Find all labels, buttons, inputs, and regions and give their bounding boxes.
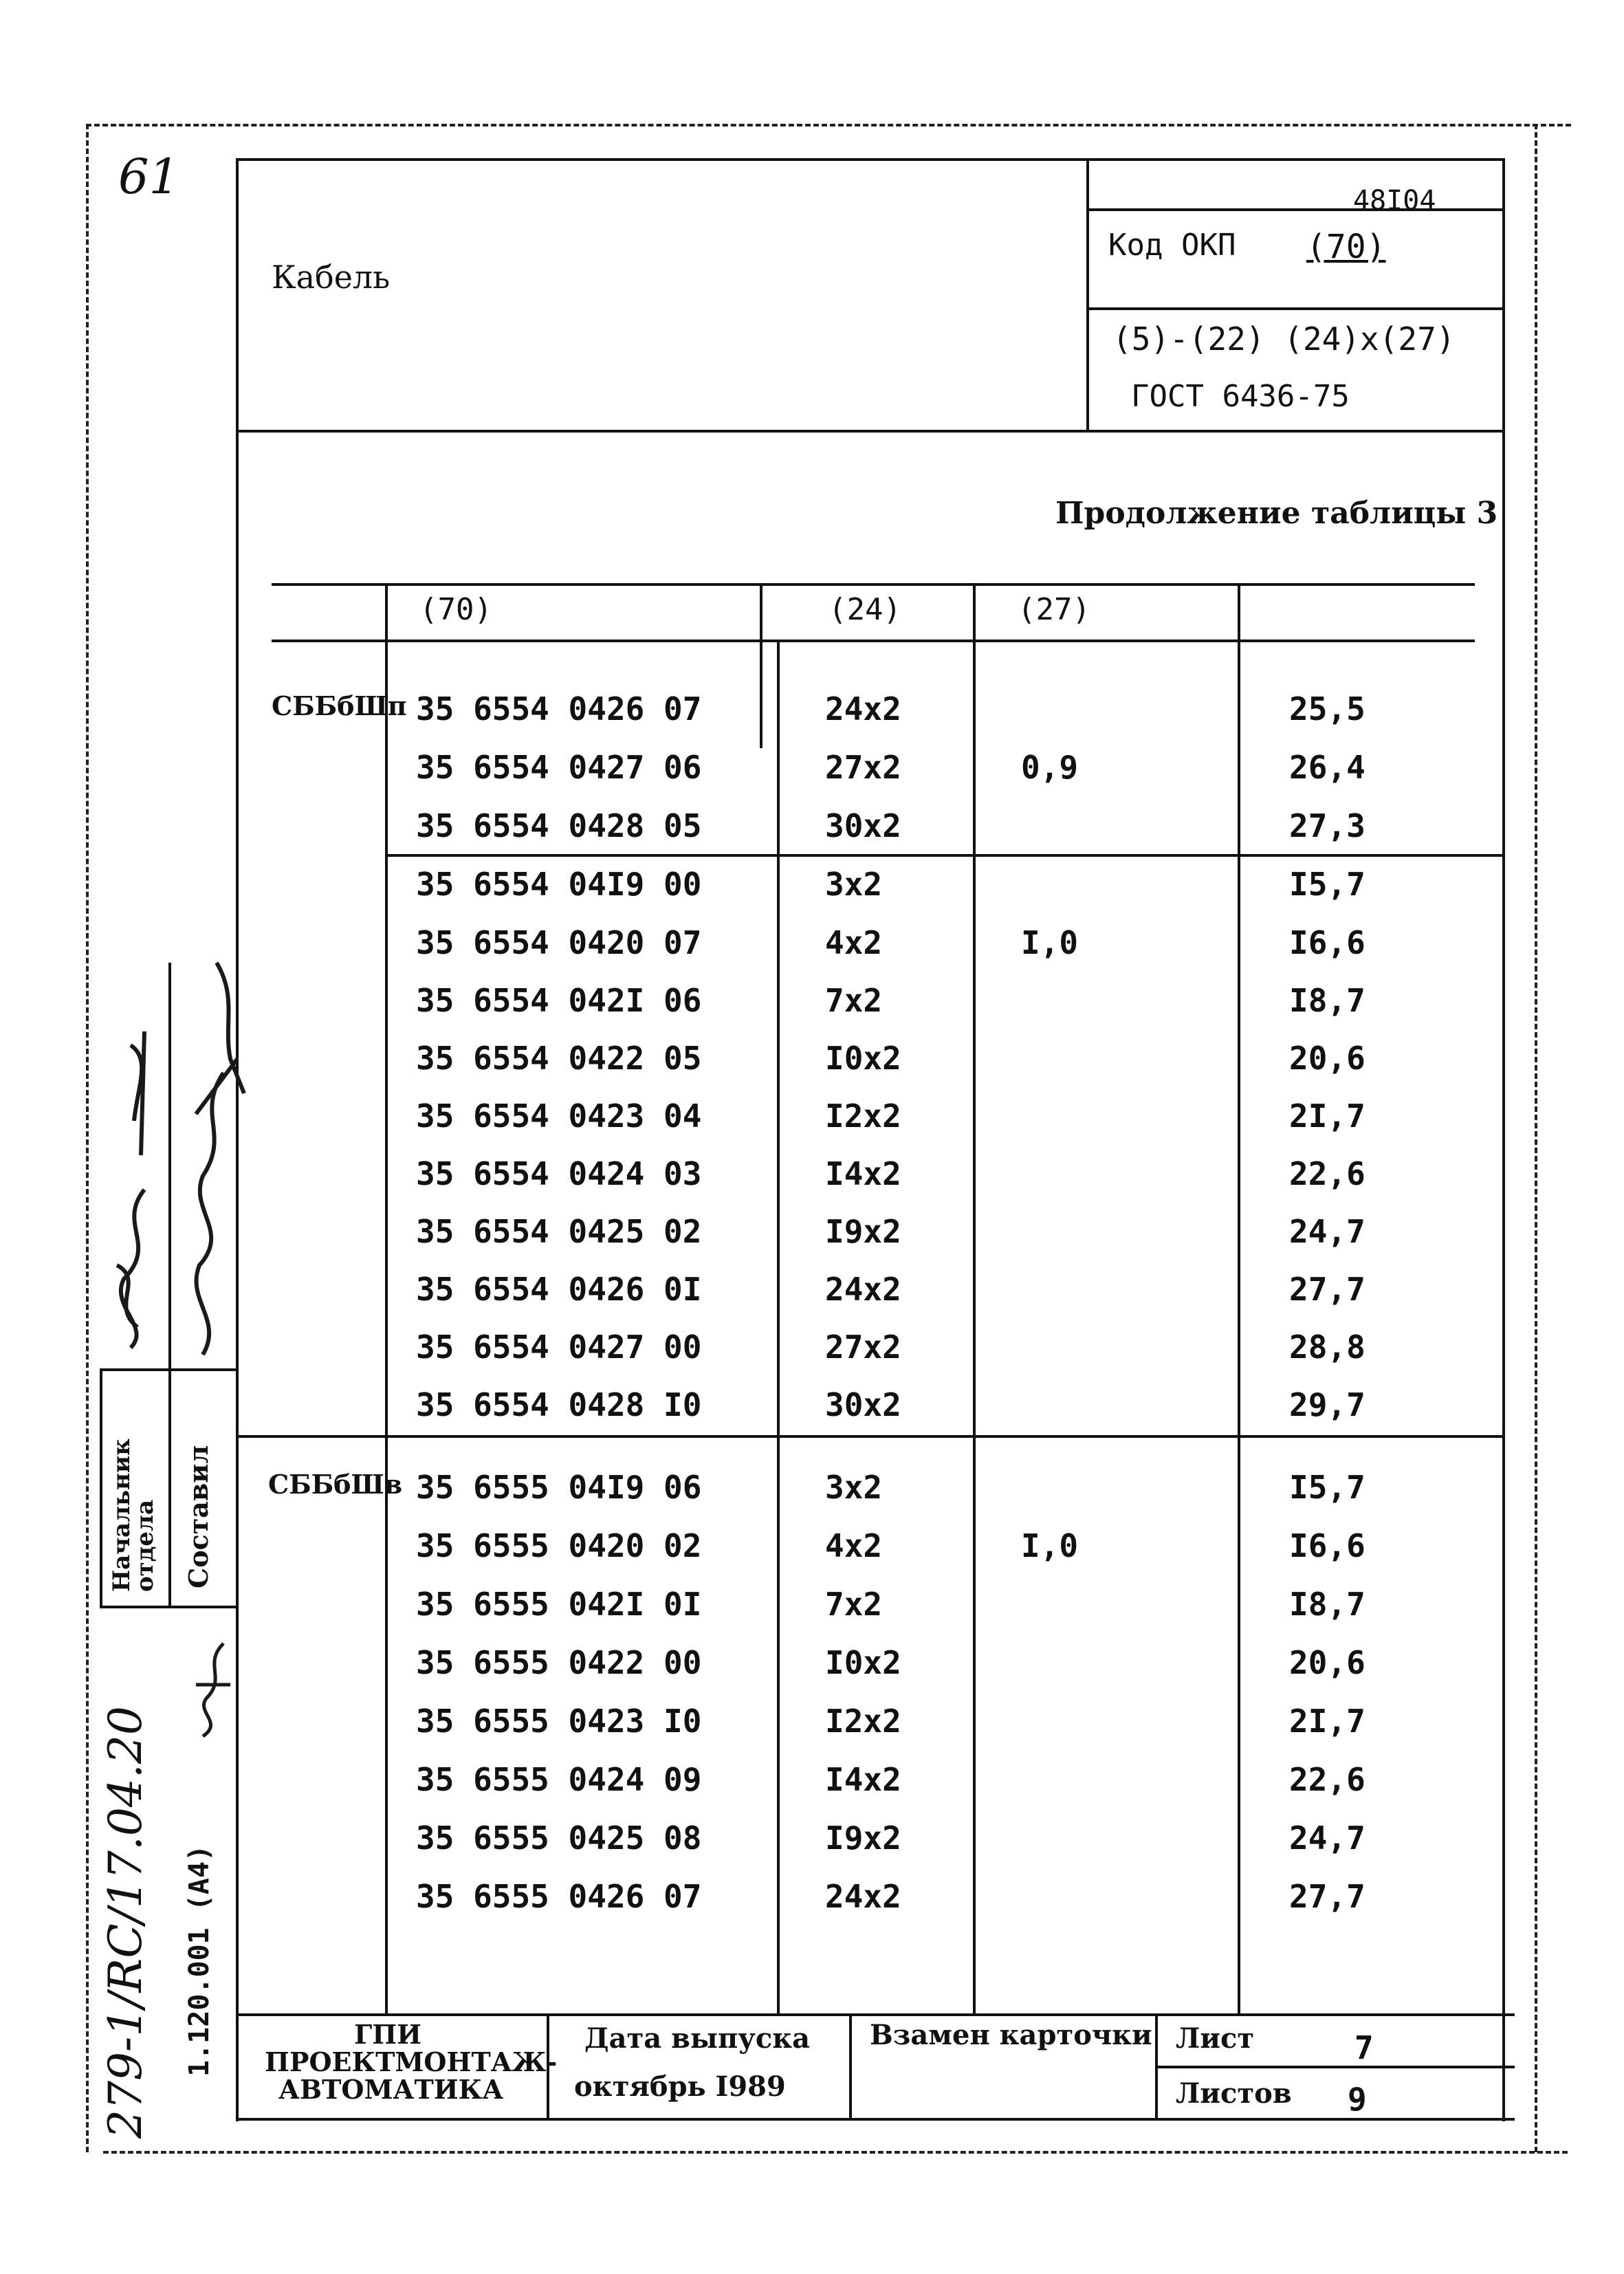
table-row <box>0 868 1624 910</box>
weight-cell: 2I,7 <box>1289 1703 1365 1740</box>
code-cell: 35 6554 0427 00 <box>416 1329 702 1366</box>
weight-cell: 27,7 <box>1289 1878 1365 1915</box>
code-cell: 35 6554 0426 07 <box>416 690 702 728</box>
weight-cell: 24,7 <box>1289 1213 1365 1250</box>
weight-cell: I6,6 <box>1289 924 1365 961</box>
weight-cell: 27,7 <box>1289 1271 1365 1308</box>
weight-cell: I6,6 <box>1289 1527 1365 1564</box>
cores-cell: 24x2 <box>825 1878 901 1915</box>
cores-cell: I4x2 <box>825 1761 901 1798</box>
code-cell: 35 6555 0423 I0 <box>416 1703 702 1740</box>
param27-group-2: I,0 <box>1021 924 1079 961</box>
dept-head-label: Начальник отдела <box>108 1439 159 1592</box>
org-line-2: ПРОЕКТМОНТАЖ- <box>265 2046 558 2077</box>
table-header-line <box>272 639 1475 642</box>
weight-cell: I8,7 <box>1289 1586 1365 1623</box>
table-caption: Продолжение таблицы 3 <box>1055 496 1498 531</box>
cores-cell: 24x2 <box>825 690 901 728</box>
sheets-value: 9 <box>1348 2081 1367 2118</box>
side-strip-bottom <box>100 1606 237 1608</box>
code-cell: 35 6555 042I 0I <box>416 1586 702 1623</box>
cores-cell: 7x2 <box>825 1586 883 1623</box>
code-cell: 35 6554 0428 05 <box>416 807 702 844</box>
code-cell: 35 6554 0428 I0 <box>416 1386 702 1423</box>
okp-label: Код ОКП <box>1108 228 1236 263</box>
param27-group-3: I,0 <box>1021 1527 1079 1564</box>
header-mid-line <box>1086 307 1502 310</box>
footer-bottom-line <box>236 2118 1515 2121</box>
cores-cell: 30x2 <box>825 807 901 844</box>
brand-label-1: СББбШп <box>272 690 407 721</box>
page-number: 61 <box>118 149 180 205</box>
sheet-value: 7 <box>1354 2029 1374 2066</box>
table-row <box>0 1527 1624 1571</box>
table-row <box>0 690 1624 734</box>
footer-top-line <box>236 2013 1515 2016</box>
cores-cell: 4x2 <box>825 1527 883 1564</box>
cores-cell: I2x2 <box>825 1097 901 1135</box>
frame-top <box>236 158 1505 161</box>
code-cell: 35 6554 0420 07 <box>416 924 702 961</box>
weight-cell: 22,6 <box>1289 1761 1365 1798</box>
issue-date-label: Дата выпуска <box>584 2022 811 2055</box>
outer-border-bottom <box>103 2151 1568 2154</box>
table-top-line <box>272 583 1475 586</box>
signature-small <box>189 1637 237 1740</box>
handwritten-ref: 279-1/RC/17.04.20 <box>99 1706 152 2139</box>
standard: ГОСТ 6436-75 <box>1131 379 1350 414</box>
product-name: Кабель <box>272 259 391 296</box>
footer-divider-2 <box>849 2013 852 2118</box>
code-cell: 35 6554 042I 06 <box>416 982 702 1019</box>
weight-cell: I5,7 <box>1289 866 1365 903</box>
group-separator-2 <box>236 1435 1502 1438</box>
weight-cell: 29,7 <box>1289 1386 1365 1423</box>
cores-cell: 4x2 <box>825 924 883 961</box>
code-cell: 35 6554 0422 05 <box>416 1040 702 1077</box>
code-cell: 35 6555 0425 08 <box>416 1819 702 1857</box>
cores-cell: 30x2 <box>825 1386 901 1423</box>
code-cell: 35 6555 0422 00 <box>416 1644 702 1681</box>
weight-cell: I5,7 <box>1289 1469 1365 1506</box>
weight-cell: 28,8 <box>1289 1329 1365 1366</box>
header-bottom-line <box>236 430 1505 433</box>
cores-cell: I9x2 <box>825 1213 901 1250</box>
table-row <box>0 1878 1624 1922</box>
cores-cell: 27x2 <box>825 749 901 786</box>
table-row <box>0 1705 1624 1747</box>
doc-code: 48I04 <box>1353 185 1436 217</box>
cores-cell: I9x2 <box>825 1819 901 1857</box>
cores-cell: I0x2 <box>825 1644 901 1681</box>
header-divider <box>1086 158 1089 431</box>
code-cell: 35 6555 0420 02 <box>416 1527 702 1564</box>
table-row <box>0 1386 1624 1430</box>
weight-cell: 2I,7 <box>1289 1097 1365 1135</box>
side-strip-mid <box>168 963 171 1606</box>
size-formula: (5)-(22) (24)x(27) <box>1112 320 1456 358</box>
signature-compiler <box>175 956 258 1362</box>
code-cell: 35 6554 0425 02 <box>416 1213 702 1250</box>
code-cell: 35 6555 0426 07 <box>416 1878 702 1915</box>
org-line-3: АВТОМАТИКА <box>278 2074 504 2105</box>
cores-cell: I2x2 <box>825 1703 901 1740</box>
signature-dept-head <box>103 1018 165 1362</box>
table-row <box>0 1819 1624 1863</box>
weight-cell: 27,3 <box>1289 807 1365 844</box>
cores-cell: I4x2 <box>825 1155 901 1192</box>
brand-label-3: СББбШв <box>268 1469 403 1500</box>
code-cell: 35 6554 04I9 00 <box>416 866 702 903</box>
cores-cell: 3x2 <box>825 1469 883 1506</box>
weight-cell: 25,5 <box>1289 690 1365 728</box>
code-cell: 35 6554 0423 04 <box>416 1097 702 1135</box>
weight-cell: 24,7 <box>1289 1819 1365 1857</box>
okp-value: (70) <box>1306 228 1386 266</box>
replace-label: Взамен карточки <box>870 2019 1152 2051</box>
table-row <box>0 1761 1624 1805</box>
header-col-24: (24) <box>829 592 901 627</box>
cores-cell: 3x2 <box>825 866 883 903</box>
weight-cell: 20,6 <box>1289 1040 1365 1077</box>
header-col-27: (27) <box>1018 592 1090 627</box>
table-row <box>0 749 1624 793</box>
code-cell: 35 6555 04I9 06 <box>416 1469 702 1506</box>
weight-cell: I8,7 <box>1289 982 1365 1019</box>
side-strip-left <box>100 1368 102 1606</box>
sheets-label: Листов <box>1176 2077 1292 2110</box>
weight-cell: 20,6 <box>1289 1644 1365 1681</box>
sheet-label: Лист <box>1176 2022 1255 2055</box>
weight-cell: 22,6 <box>1289 1155 1365 1192</box>
header-col-70: (70) <box>419 592 492 627</box>
issue-date-value: октябрь I989 <box>574 2070 786 2103</box>
cores-cell: 7x2 <box>825 982 883 1019</box>
group-separator-1 <box>385 854 1502 857</box>
cores-cell: 27x2 <box>825 1329 901 1366</box>
code-cell: 35 6554 0424 03 <box>416 1155 702 1192</box>
header-code-line <box>1086 208 1502 211</box>
footer-sheet-line <box>1155 2066 1515 2068</box>
org-line-1: ГПИ <box>354 2019 422 2050</box>
compiler-label: Составил <box>183 1445 214 1588</box>
outer-border-top <box>86 124 1571 127</box>
table-row <box>0 1588 1624 1630</box>
code-cell: 35 6554 0426 0I <box>416 1271 702 1308</box>
code-cell: 35 6554 0427 06 <box>416 749 702 786</box>
table-row <box>0 1469 1624 1513</box>
doc-ref: 1.120.001 (А4) <box>184 1844 215 2077</box>
weight-cell: 26,4 <box>1289 749 1365 786</box>
table-row <box>0 807 1624 851</box>
cores-cell: I0x2 <box>825 1040 901 1077</box>
table-row <box>0 1644 1624 1688</box>
code-cell: 35 6555 0424 09 <box>416 1761 702 1798</box>
param27-group-1: 0,9 <box>1021 749 1079 786</box>
cores-cell: 24x2 <box>825 1271 901 1308</box>
